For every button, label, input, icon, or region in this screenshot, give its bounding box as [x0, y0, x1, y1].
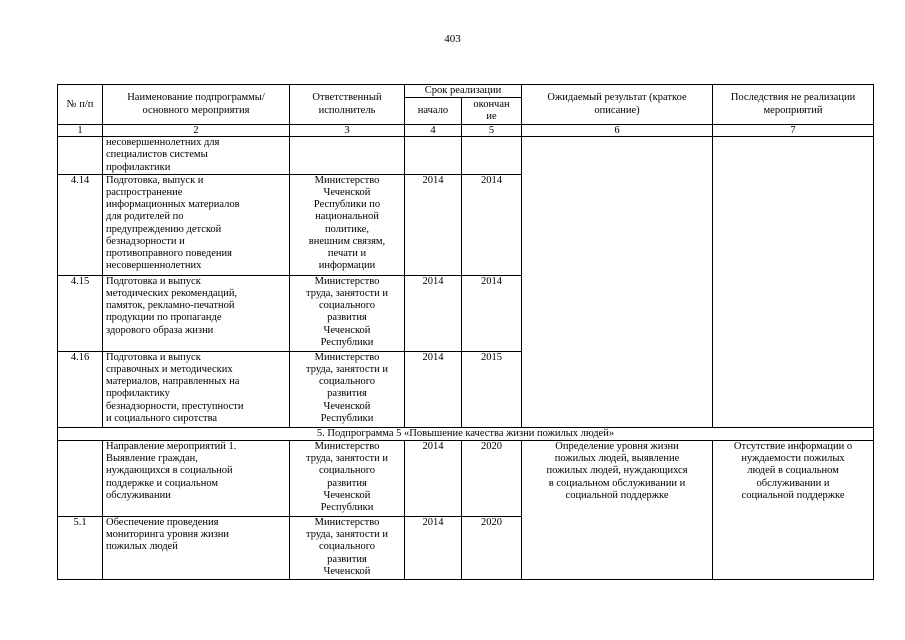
- table-header-row: [58, 85, 874, 98]
- header-end: окончан ие: [462, 98, 522, 125]
- row-num: [58, 441, 103, 517]
- header-name: Наименование подпрограммы/ основного мероприятия: [103, 85, 290, 125]
- page-number: 403: [444, 33, 461, 45]
- row-executor: Министерство труда, занятости и социального развития Чеченской Республики: [290, 351, 405, 427]
- row-consequences: [713, 137, 874, 428]
- section-row: [58, 427, 874, 440]
- row-end: [462, 137, 522, 175]
- row-num: 4.14: [58, 174, 103, 275]
- header-executor: Ответственный исполнитель: [290, 85, 405, 125]
- colnum-5: 5: [462, 125, 522, 137]
- row-num: 4.16: [58, 351, 103, 427]
- row-name: Обеспечение проведения мониторинга уровня жизни пожилых людей: [103, 517, 290, 580]
- row-name: Направление мероприятий 1. Выявление граждан, нуждающихся в социальной поддержке и социальном обслуживании: [103, 441, 290, 517]
- row-end: 2020: [462, 517, 522, 580]
- row-end: 2020: [462, 441, 522, 517]
- table-row: [58, 137, 874, 175]
- row-consequences: Отсутствие информации о нуждаемости пожилых людей в социальном обслуживании и социальной поддержке: [713, 441, 874, 580]
- row-start: 2014: [405, 275, 462, 351]
- colnum-6: 6: [522, 125, 713, 137]
- row-executor: [290, 137, 405, 175]
- header-period: Срок реализации: [405, 85, 522, 98]
- row-start: [405, 137, 462, 175]
- row-end: 2014: [462, 174, 522, 275]
- header-start: начало: [405, 98, 462, 125]
- row-name: Подготовка и выпуск справочных и методических материалов, направленных на профилактику безнадзорности, преступности и социального сиротства: [103, 351, 290, 427]
- row-start: 2014: [405, 441, 462, 517]
- row-name: Подготовка и выпуск методических рекомендаций, памяток, рекламно-печатной продукции по пропаганде здорового образа жизни: [103, 275, 290, 351]
- header-result: Ожидаемый результат (краткое описание): [522, 85, 713, 125]
- row-start: 2014: [405, 517, 462, 580]
- row-start: 2014: [405, 351, 462, 427]
- header-consequences: Последствия не реализации мероприятий: [713, 85, 874, 125]
- column-numbers-row: [58, 125, 874, 137]
- colnum-1: 1: [58, 125, 103, 137]
- colnum-2: 2: [103, 125, 290, 137]
- row-num: [58, 137, 103, 175]
- row-executor: Министерство труда, занятости и социального развития Чеченской: [290, 517, 405, 580]
- row-name: несовершеннолетних для специалистов системы профилактики: [103, 137, 290, 175]
- row-num: 5.1: [58, 517, 103, 580]
- row-result: Определение уровня жизни пожилых людей, выявление пожилых людей, нуждающихся в социальном обслуживании и социальной поддержке: [522, 441, 713, 580]
- row-executor: Министерство Чеченской Республики по национальной политике, внешним связям, печати и информации: [290, 174, 405, 275]
- row-end: 2014: [462, 275, 522, 351]
- row-executor: Министерство труда, занятости и социального развития Чеченской Республики: [290, 441, 405, 517]
- row-end: 2015: [462, 351, 522, 427]
- colnum-4: 4: [405, 125, 462, 137]
- section-title: 5. Подпрограмма 5 «Повышение качества жизни пожилых людей»: [58, 427, 874, 440]
- row-executor: Министерство труда, занятости и социального развития Чеченской Республики: [290, 275, 405, 351]
- row-name: Подготовка, выпуск и распространение информационных материалов для родителей по предупреждению детской безнадзорности и противоправного поведения несовершеннолетних: [103, 174, 290, 275]
- colnum-3: 3: [290, 125, 405, 137]
- row-result: [522, 137, 713, 428]
- program-table: [57, 84, 874, 580]
- header-num: № п/п: [58, 85, 103, 125]
- row-start: 2014: [405, 174, 462, 275]
- colnum-7: 7: [713, 125, 874, 137]
- row-num: 4.15: [58, 275, 103, 351]
- table-row: [58, 441, 874, 517]
